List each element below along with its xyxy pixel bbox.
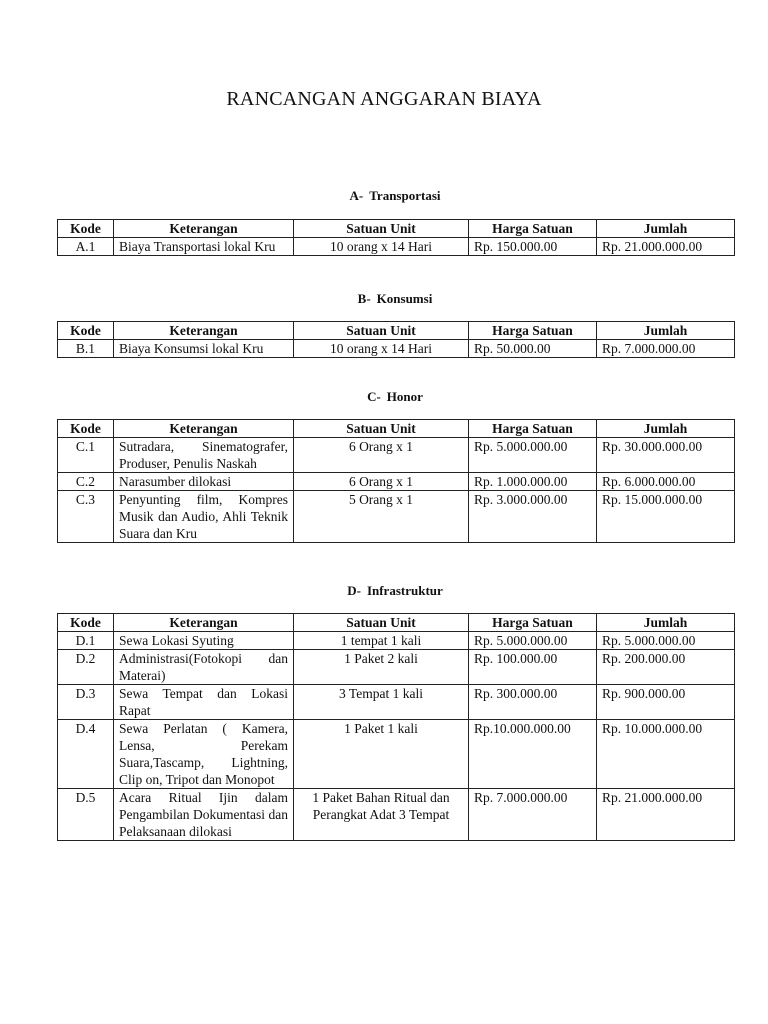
page-title: RANCANGAN ANGGARAN BIAYA bbox=[226, 88, 542, 110]
header-keterangan: Keterangan bbox=[114, 322, 294, 340]
header-satuan-unit: Satuan Unit bbox=[294, 614, 469, 632]
cell-harga-satuan: Rp. 150.000.00 bbox=[469, 238, 597, 256]
header-jumlah: Jumlah bbox=[597, 614, 735, 632]
cell-kode: D.2 bbox=[58, 650, 114, 685]
cell-kode: B.1 bbox=[58, 340, 114, 358]
table-row bbox=[58, 720, 735, 789]
table-row bbox=[58, 438, 735, 473]
cell-jumlah: Rp. 15.000.000.00 bbox=[597, 491, 735, 543]
section-heading-transportasi bbox=[0, 188, 768, 204]
cell-harga-satuan: Rp. 1.000.000.00 bbox=[469, 473, 597, 491]
header-harga-satuan: Harga Satuan bbox=[469, 614, 597, 632]
cell-jumlah: Rp. 7.000.000.00 bbox=[597, 340, 735, 358]
cell-kode: D.1 bbox=[58, 632, 114, 650]
section-name: Honor bbox=[386, 389, 423, 404]
header-satuan-unit: Satuan Unit bbox=[294, 322, 469, 340]
cell-keterangan: Sewa Perlatan ( Kamera, Lensa, Perekam Suara,Tascamp, Lightning, Clip on, Tripot dan Monopot bbox=[114, 720, 294, 789]
cell-kode: C.2 bbox=[58, 473, 114, 491]
cell-satuan-unit: 6 Orang x 1 bbox=[294, 473, 469, 491]
header-keterangan: Keterangan bbox=[114, 420, 294, 438]
cell-kode: C.3 bbox=[58, 491, 114, 543]
header-kode: Kode bbox=[58, 322, 114, 340]
cell-harga-satuan: Rp. 50.000.00 bbox=[469, 340, 597, 358]
cell-kode: C.1 bbox=[58, 438, 114, 473]
header-jumlah: Jumlah bbox=[597, 220, 735, 238]
cell-jumlah: Rp. 6.000.000.00 bbox=[597, 473, 735, 491]
cell-keterangan: Sewa Lokasi Syuting bbox=[114, 632, 294, 650]
cell-jumlah: Rp. 200.000.00 bbox=[597, 650, 735, 685]
cell-satuan-unit: 10 orang x 14 Hari bbox=[294, 238, 469, 256]
table-row bbox=[58, 473, 735, 491]
header-satuan-unit: Satuan Unit bbox=[294, 420, 469, 438]
section-heading-honor bbox=[0, 389, 768, 405]
cell-jumlah: Rp. 21.000.000.00 bbox=[597, 789, 735, 841]
cell-keterangan: Biaya Konsumsi lokal Kru bbox=[114, 340, 294, 358]
section-letter: C- bbox=[367, 389, 381, 404]
cell-harga-satuan: Rp. 5.000.000.00 bbox=[469, 438, 597, 473]
header-jumlah: Jumlah bbox=[597, 322, 735, 340]
table-row bbox=[58, 685, 735, 720]
header-satuan-unit: Satuan Unit bbox=[294, 220, 469, 238]
table-infrastruktur bbox=[57, 613, 735, 841]
cell-keterangan: Acara Ritual Ijin dalam Pengambilan Dokumentasi dan Pelaksanaan dilokasi bbox=[114, 789, 294, 841]
cell-jumlah: Rp. 21.000.000.00 bbox=[597, 238, 735, 256]
table-header-row bbox=[58, 322, 735, 340]
section-letter: A- bbox=[349, 188, 364, 203]
header-keterangan: Keterangan bbox=[114, 614, 294, 632]
table-row bbox=[58, 789, 735, 841]
section-name: Infrastruktur bbox=[366, 583, 443, 598]
cell-kode: D.3 bbox=[58, 685, 114, 720]
cell-satuan-unit: 1 tempat 1 kali bbox=[294, 632, 469, 650]
table-row bbox=[58, 650, 735, 685]
table-header-row bbox=[58, 420, 735, 438]
cell-satuan-unit: 5 Orang x 1 bbox=[294, 491, 469, 543]
table-row bbox=[58, 340, 735, 358]
table-row bbox=[58, 491, 735, 543]
cell-kode: D.4 bbox=[58, 720, 114, 789]
cell-satuan-unit: 3 Tempat 1 kali bbox=[294, 685, 469, 720]
cell-satuan-unit: 6 Orang x 1 bbox=[294, 438, 469, 473]
header-harga-satuan: Harga Satuan bbox=[469, 322, 597, 340]
cell-satuan-unit: 1 Paket Bahan Ritual dan Perangkat Adat 3 Tempat bbox=[294, 789, 469, 841]
header-harga-satuan: Harga Satuan bbox=[469, 220, 597, 238]
cell-harga-satuan: Rp. 300.000.00 bbox=[469, 685, 597, 720]
table-row bbox=[58, 632, 735, 650]
table-header-row bbox=[58, 220, 735, 238]
table-konsumsi bbox=[57, 321, 735, 358]
cell-keterangan: Sutradara, Sinematografer, Produser, Penulis Naskah bbox=[114, 438, 294, 473]
cell-keterangan: Penyunting film, Kompres Musik dan Audio, Ahli Teknik Suara dan Kru bbox=[114, 491, 294, 543]
cell-jumlah: Rp. 30.000.000.00 bbox=[597, 438, 735, 473]
section-letter: D- bbox=[347, 583, 361, 598]
cell-harga-satuan: Rp. 100.000.00 bbox=[469, 650, 597, 685]
cell-harga-satuan: Rp. 5.000.000.00 bbox=[469, 632, 597, 650]
section-letter: B- bbox=[357, 291, 371, 306]
header-harga-satuan: Harga Satuan bbox=[469, 420, 597, 438]
table-row bbox=[58, 238, 735, 256]
header-kode: Kode bbox=[58, 420, 114, 438]
cell-satuan-unit: 10 orang x 14 Hari bbox=[294, 340, 469, 358]
header-kode: Kode bbox=[58, 220, 114, 238]
cell-satuan-unit: 1 Paket 1 kali bbox=[294, 720, 469, 789]
header-kode: Kode bbox=[58, 614, 114, 632]
section-heading-infrastruktur bbox=[0, 583, 768, 599]
cell-keterangan: Narasumber dilokasi bbox=[114, 473, 294, 491]
cell-keterangan: Biaya Transportasi lokal Kru bbox=[114, 238, 294, 256]
table-transportasi bbox=[57, 219, 735, 256]
table-header-row bbox=[58, 614, 735, 632]
section-name: Transportasi bbox=[369, 188, 441, 203]
cell-satuan-unit: 1 Paket 2 kali bbox=[294, 650, 469, 685]
section-heading-konsumsi bbox=[0, 291, 768, 307]
header-jumlah: Jumlah bbox=[597, 420, 735, 438]
cell-keterangan: Sewa Tempat dan Lokasi Rapat bbox=[114, 685, 294, 720]
cell-harga-satuan: Rp. 7.000.000.00 bbox=[469, 789, 597, 841]
cell-jumlah: Rp. 10.000.000.00 bbox=[597, 720, 735, 789]
cell-kode: D.5 bbox=[58, 789, 114, 841]
section-name: Konsumsi bbox=[376, 291, 433, 306]
cell-keterangan: Administrasi(Fotokopi dan Materai) bbox=[114, 650, 294, 685]
cell-harga-satuan: Rp. 3.000.000.00 bbox=[469, 491, 597, 543]
cell-harga-satuan: Rp.10.000.000.00 bbox=[469, 720, 597, 789]
header-keterangan: Keterangan bbox=[114, 220, 294, 238]
cell-jumlah: Rp. 900.000.00 bbox=[597, 685, 735, 720]
table-honor bbox=[57, 419, 735, 543]
cell-jumlah: Rp. 5.000.000.00 bbox=[597, 632, 735, 650]
cell-kode: A.1 bbox=[58, 238, 114, 256]
